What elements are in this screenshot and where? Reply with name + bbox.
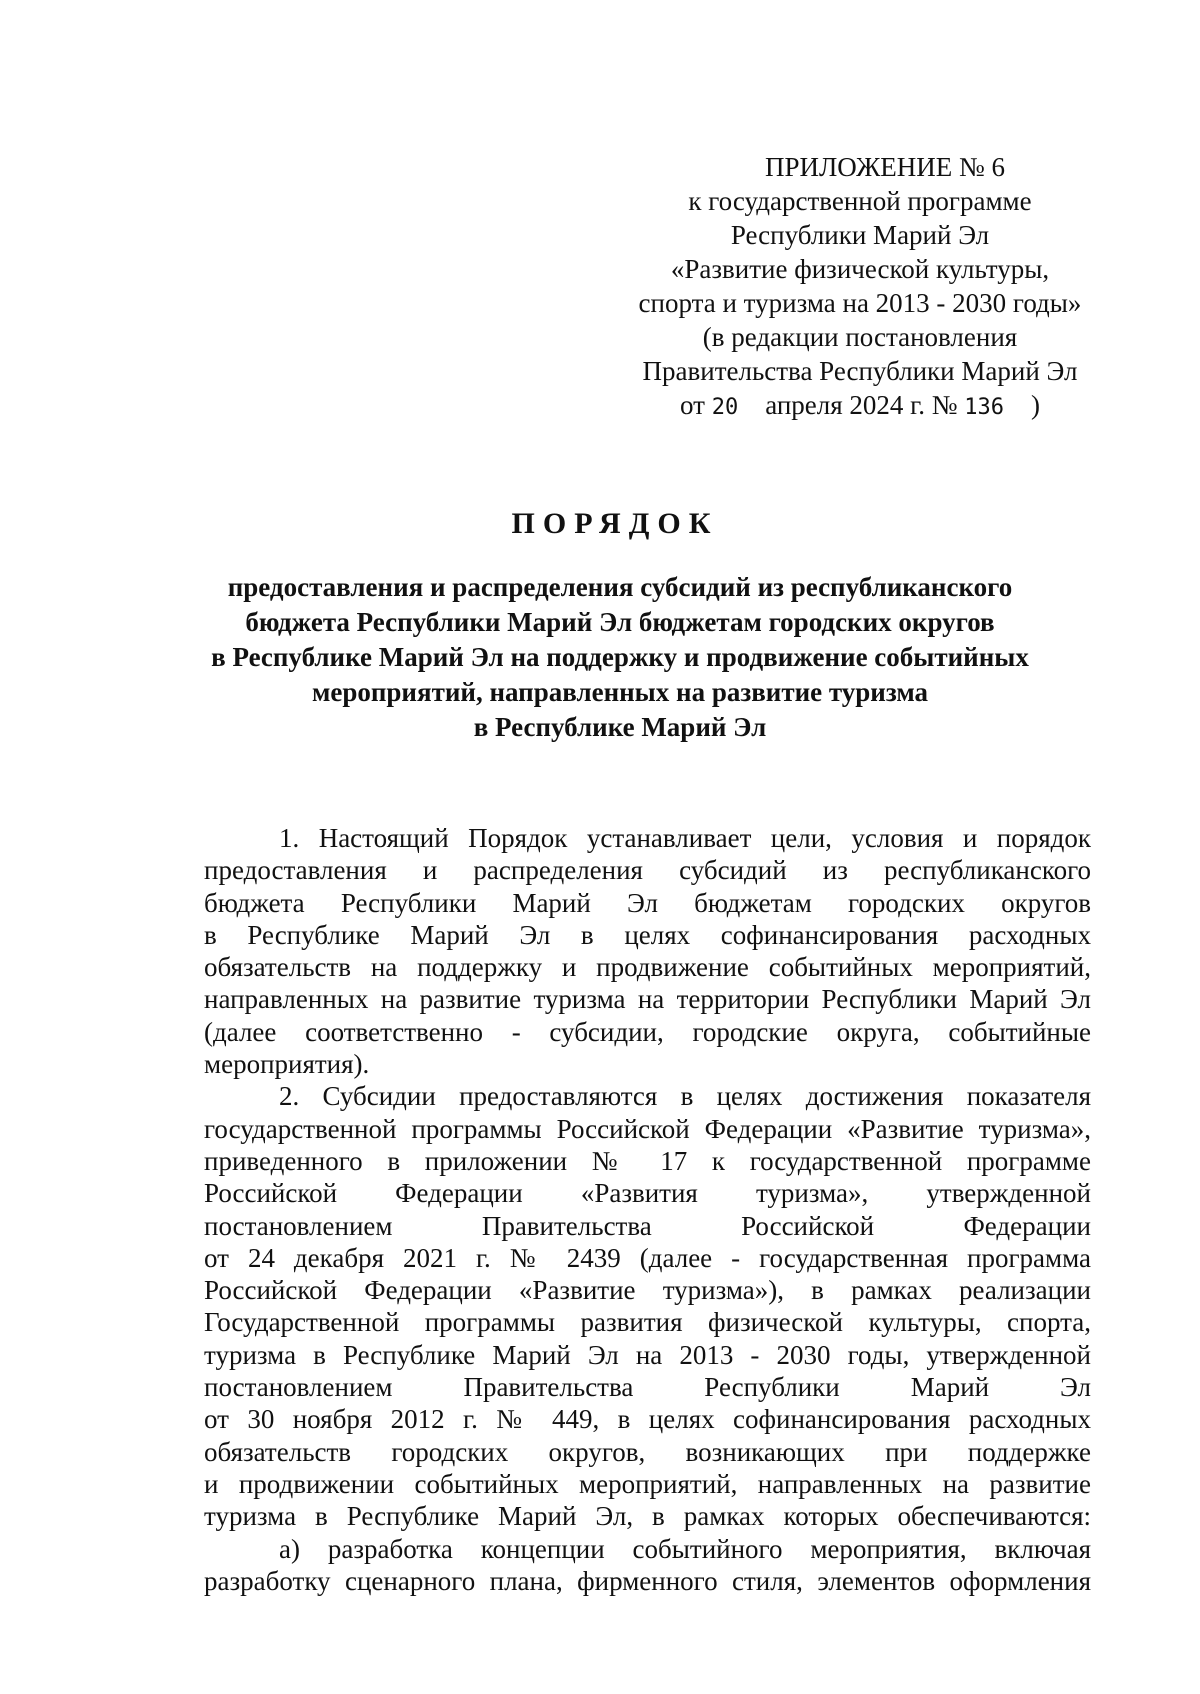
body-line: государственной программы Российской Федерации «Развитие туризма»,	[204, 1113, 1091, 1144]
body-line: от 24 декабря 2021 г. № 2439 (далее - государственная программа	[204, 1242, 1091, 1273]
subtitle-line: предоставления и распределения субсидий из республиканского	[227, 572, 1013, 602]
body-line: и продвижении событийных мероприятий, направленных на развитие	[204, 1468, 1091, 1499]
appendix-line: Республики Марий Эл	[730, 220, 990, 250]
body-line: обязательств на поддержку и продвижение событийных мероприятий,	[204, 952, 1091, 983]
subtitle-line: в Республике Марий Эл на поддержку и продвижение событийных	[211, 642, 1029, 672]
appendix-line: Правительства Республики Марий Эл	[642, 356, 1078, 386]
body-line: направленных на развитие туризма на территории Республики Марий Эл	[204, 984, 1091, 1015]
date-suffix: )	[1030, 390, 1040, 420]
appendix-line: к государственной программе	[688, 186, 1032, 216]
body-line: а) разработка концепции событийного мероприятия, включая	[279, 1533, 1091, 1564]
document-subtitle	[180, 570, 1060, 745]
body-line: туризма в Республике Марий Эл на 2013 - 2030 годы, утвержденной	[204, 1339, 1091, 1370]
date-day: 20	[711, 395, 739, 420]
appendix-line: «Развитие физической культуры,	[670, 254, 1050, 284]
body-line: мероприятия).	[204, 1049, 370, 1080]
body-line: разработку сценарного плана, фирменного стиля, элементов оформления	[204, 1565, 1091, 1596]
body-line: Российской Федерации «Развития туризма», утвержденной	[204, 1178, 1091, 1209]
appendix-title: ПРИЛОЖЕНИЕ № 6	[764, 152, 1006, 182]
body-line: (далее соответственно - субсидии, городские округа, событийные	[204, 1016, 1091, 1047]
appendix-line: (в редакции постановления	[702, 322, 1018, 352]
body-line: от 30 ноября 2012 г. № 449, в целях софинансирования расходных	[204, 1404, 1091, 1435]
body-line: постановлением Правительства Российской Федерации	[204, 1210, 1091, 1241]
subtitle-line: бюджета Республики Марий Эл бюджетам городских округов	[245, 607, 995, 637]
body-line: 2. Субсидии предоставляются в целях достижения показателя	[279, 1081, 1091, 1112]
date-prefix: от	[680, 390, 705, 420]
appendix-date-line	[600, 388, 1120, 425]
body-line: постановлением Правительства Республики Марий Эл	[204, 1372, 1091, 1403]
appendix-line: спорта и туризма на 2013 - 2030 годы»	[638, 288, 1082, 318]
date-middle: апреля 2024 г. №	[765, 390, 958, 420]
body-line: 1. Настоящий Порядок устанавливает цели, условия и порядок	[279, 823, 1091, 853]
document-title: ПОРЯДОК	[511, 507, 719, 540]
subtitle-line: в Республике Марий Эл	[473, 712, 767, 742]
body-line: Государственной программы развития физической культуры, спорта,	[204, 1307, 1091, 1338]
subtitle-line: мероприятий, направленных на развитие туризма	[311, 677, 929, 707]
body-line: приведенного в приложении № 17 к государственной программе	[204, 1145, 1091, 1176]
body-line: туризма в Республике Марий Эл, в рамках которых обеспечиваются:	[204, 1501, 1091, 1532]
body-line: бюджета Республики Марий Эл бюджетам городских округов	[204, 887, 1091, 918]
body-line: предоставления и распределения субсидий из республиканского	[204, 855, 1091, 886]
appendix-header	[600, 150, 1120, 425]
date-number: 136	[964, 395, 1004, 420]
body-line: в Республике Марий Эл в целях софинансирования расходных	[204, 919, 1091, 950]
body-line: Российской Федерации «Развитие туризма»), в рамках реализации	[204, 1275, 1091, 1306]
document-body	[204, 822, 1091, 1597]
body-line: обязательств городских округов, возникающих при поддержке	[204, 1436, 1091, 1467]
